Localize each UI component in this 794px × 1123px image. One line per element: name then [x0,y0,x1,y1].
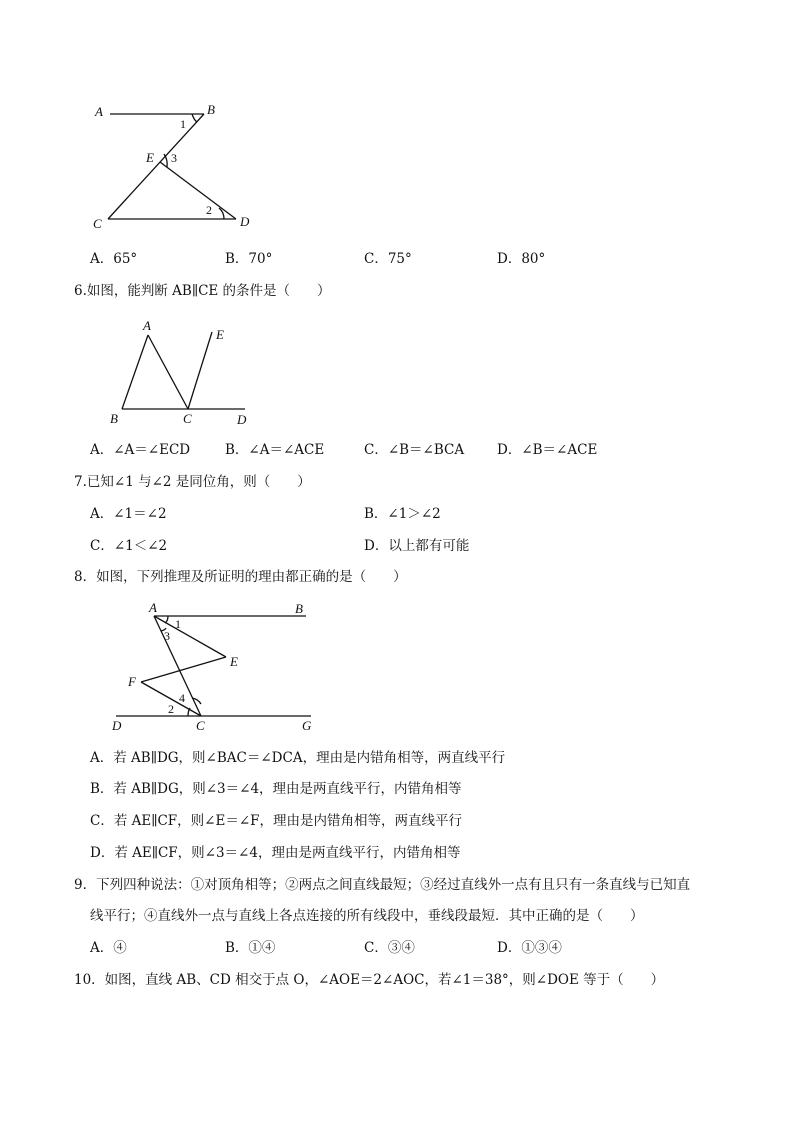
label-d: D [240,214,250,229]
q9-option-a: A．④ [90,940,127,956]
figure-q8 [106,598,326,738]
q5-option-c: C．75° [364,251,412,267]
q9-stem-line1: 9．下列四种说法：①对顶角相等；②两点之间直线最短；③经过直线外一点有且只有一条直线与已知直 [74,877,691,893]
figure-q5 [90,98,260,233]
angle-mark-1 [192,114,197,122]
label-angle-1: 1 [180,117,186,131]
q6-stem: 6.如图，能判断 AB∥CE 的条件是（ ） [74,283,331,299]
label-angle-1: 1 [175,617,181,631]
q9-option-d: D．①③④ [497,940,562,956]
label-e: E [216,327,224,342]
q10-stem: 10．如图，直线 AB、CD 相交于点 O，∠AOE＝2∠AOC，若∠1＝38°，则∠DOE 等于（ ） [74,972,665,988]
figure-q6 [100,315,260,430]
segment-ac [148,335,188,409]
q6-option-a: A．∠A＝∠ECD [90,442,191,458]
label-b: B [295,601,303,616]
segment-ce [188,332,212,409]
label-angle-2: 2 [206,203,212,217]
q8-option-d: D．若 AE∥CF，则∠3＝∠4，理由是两直线平行，内错角相等 [90,845,461,861]
label-a: A [95,104,103,119]
q7-option-b: B．∠1＞∠2 [364,506,441,522]
label-d: D [237,412,247,427]
label-e: E [230,654,238,669]
label-angle-3: 3 [164,629,170,643]
label-a: A [149,600,157,615]
q8-option-b: B．若 AB∥DG，则∠3＝∠4，理由是两直线平行，内错角相等 [90,781,462,797]
label-a: A [143,318,151,333]
label-c: C [93,216,102,231]
q8-option-a: A．若 AB∥DG，则∠BAC＝∠DCA，理由是内错角相等，两直线平行 [90,750,506,766]
q7-stem: 7.已知∠1 与∠2 是同位角，则（ ） [74,474,311,490]
angle-mark-1 [165,616,168,623]
label-c: C [183,411,192,426]
q5-option-b: B．70° [225,251,273,267]
q6-option-b: B．∠A＝∠ACE [225,442,325,458]
label-d: D [112,718,122,733]
label-g: G [302,718,312,733]
label-b: B [207,102,215,117]
label-angle-2: 2 [168,702,174,716]
q8-option-c: C．若 AE∥CF，则∠E＝∠F，理由是内错角相等，两直线平行 [90,813,463,829]
q7-option-d: D．以上都有可能 [364,538,470,554]
label-b: B [110,411,118,426]
q5-option-d: D．80° [497,251,546,267]
q9-stem-line2: 线平行；④直线外一点与直线上各点连接的所有线段中，垂线段最短．其中正确的是（ ） [90,908,644,924]
q6-option-c: C．∠B＝∠BCA [364,442,465,458]
label-f: F [128,674,136,689]
label-c: C [196,718,205,733]
q5-option-a: A．65° [90,251,138,267]
label-angle-3: 3 [171,151,177,165]
q7-option-a: A．∠1＝∠2 [90,506,167,522]
q8-stem: 8．如图，下列推理及所证明的理由都正确的是（ ） [74,569,407,585]
segment-ab [122,335,148,409]
q9-option-b: B．①④ [225,940,276,956]
segment-ed [160,162,236,219]
q9-option-c: C．③④ [364,940,415,956]
label-angle-4: 4 [179,691,185,705]
label-e: E [146,150,154,165]
segment-bc [108,114,204,219]
q7-option-c: C．∠1＜∠2 [90,538,168,554]
q6-option-d: D．∠B＝∠ACE [497,442,598,458]
